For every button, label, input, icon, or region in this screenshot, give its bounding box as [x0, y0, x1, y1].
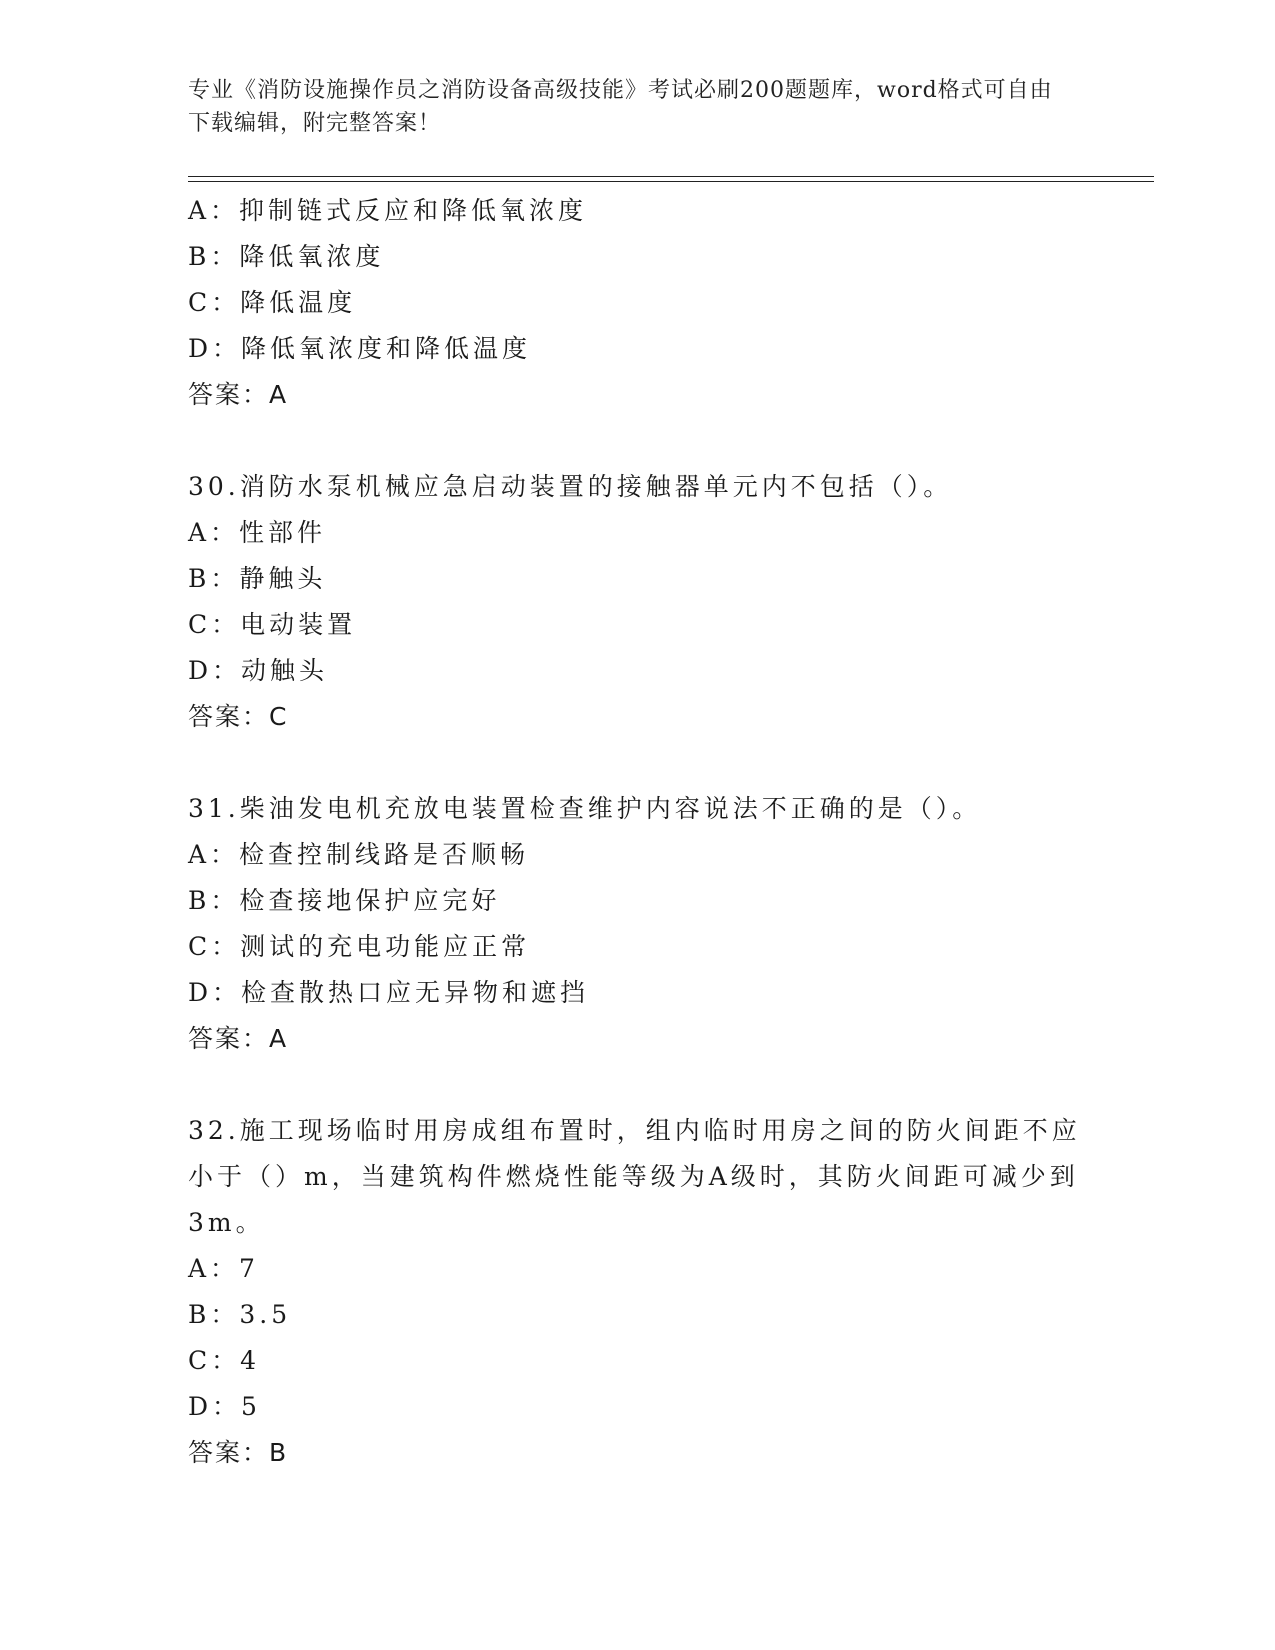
- document-header: 专业《消防设施操作员之消防设备高级技能》考试必刷200题题库，word格式可自由下载编辑，附完整答案！: [188, 78, 1053, 136]
- option-a: A：抑制链式反应和降低氧浓度: [188, 196, 588, 225]
- option-d: D：5: [188, 1392, 261, 1421]
- question-stem: 31.柴油发电机充放电装置检查维护内容说法不正确的是（）。: [188, 794, 982, 823]
- option-c: C：测试的充电功能应正常: [188, 932, 531, 961]
- answer-line: 答案：B: [188, 1438, 289, 1467]
- option-d: D：降低氧浓度和降低温度: [188, 334, 532, 363]
- option-c: C：降低温度: [188, 288, 357, 317]
- option-a: A：性部件: [188, 518, 327, 547]
- answer-line: 答案：A: [188, 380, 289, 409]
- question-block-31: [188, 786, 1088, 1062]
- option-b: B：降低氧浓度: [188, 242, 385, 271]
- option-b: B：3.5: [188, 1300, 292, 1329]
- question-stem: 32.施工现场临时用房成组布置时，组内临时用房之间的防火间距不应小于（）m，当建筑构件燃烧性能等级为A级时，其防火间距可减少到3m。: [188, 1116, 1081, 1237]
- question-stem: 30.消防水泵机械应急启动装置的接触器单元内不包括（）。: [188, 472, 953, 501]
- option-d: D：动触头: [188, 656, 329, 685]
- question-list: [188, 188, 1088, 1476]
- question-block-30: [188, 464, 1088, 740]
- answer-line: 答案：A: [188, 1024, 289, 1053]
- option-c: C：电动装置: [188, 610, 357, 639]
- answer-line: 答案：C: [188, 702, 289, 731]
- option-b: B：检查接地保护应完好: [188, 886, 501, 915]
- spacer: [188, 418, 1088, 464]
- question-block-prev: [188, 188, 1088, 418]
- spacer: [188, 740, 1088, 786]
- header-rule-bottom: [188, 181, 1154, 182]
- header-rule-top: [188, 176, 1154, 177]
- option-a: A：7: [188, 1254, 259, 1283]
- option-c: C：4: [188, 1346, 261, 1375]
- option-a: A：检查控制线路是否顺畅: [188, 840, 530, 869]
- question-block-32: [188, 1108, 1088, 1476]
- spacer: [188, 1062, 1088, 1108]
- option-b: B：静触头: [188, 564, 327, 593]
- option-d: D：检查散热口应无异物和遮挡: [188, 978, 590, 1007]
